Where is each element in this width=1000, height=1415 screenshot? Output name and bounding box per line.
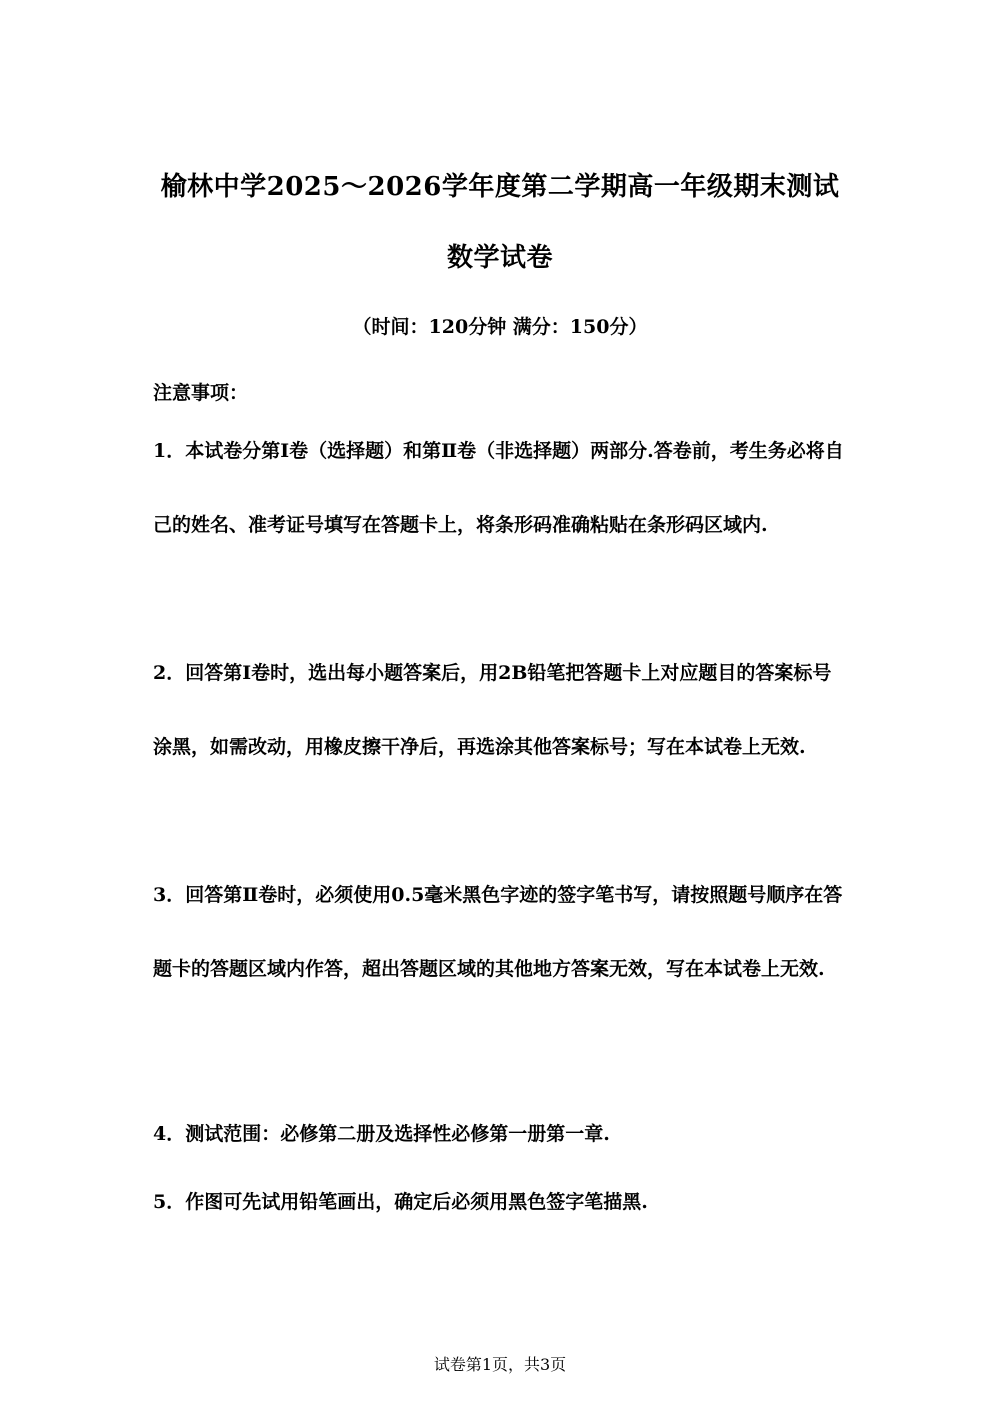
note-item: 2．回答第Ⅰ卷时，选出每小题答案后，用2B铅笔把答题卡上对应题目的答案标号涂黑，如需改动，用橡皮擦干净后，再选涂其他答案标号；写在本试卷上无效. bbox=[153, 662, 832, 758]
note-item: 1．本试卷分第Ⅰ卷（选择题）和第Ⅱ卷（非选择题）两部分.答卷前，考生务必将自己的姓名、准考证号填写在答题卡上，将条形码准确粘贴在条形码区域内. bbox=[153, 440, 844, 536]
exam-title: 榆林中学2025～2026学年度第二学期高一年级期末测试 bbox=[160, 172, 840, 202]
note-item: 4．测试范围：必修第二册及选择性必修第一册第一章. bbox=[153, 1123, 610, 1145]
page-number-footer: 试卷第1页，共3页 bbox=[433, 1355, 567, 1374]
exam-time-and-score: （时间：120分钟 满分：150分） bbox=[352, 316, 648, 338]
note-item: 3．回答第Ⅱ卷时，必须使用0.5毫米黑色字迹的签字笔书写，请按照题号顺序在答题卡的答题区域内作答，超出答题区域的其他地方答案无效，写在本试卷上无效. bbox=[153, 884, 843, 980]
exam-subject: 数学试卷 bbox=[446, 243, 553, 273]
note-item: 5．作图可先试用铅笔画出，确定后必须用黑色签字笔描黑. bbox=[153, 1191, 648, 1213]
notes-heading: 注意事项： bbox=[153, 382, 249, 404]
